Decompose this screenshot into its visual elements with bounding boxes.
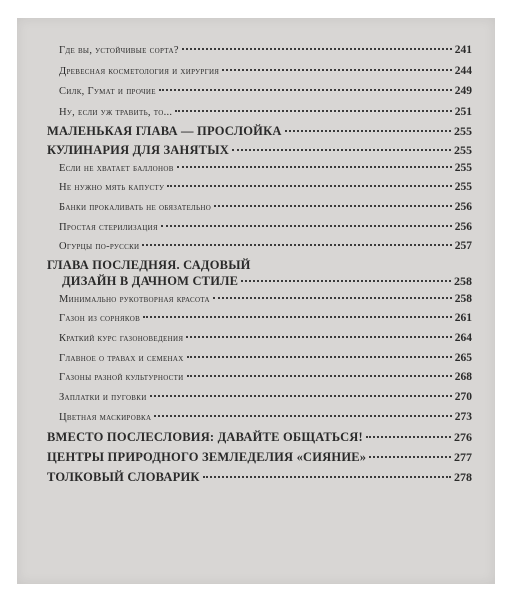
dot-leader <box>187 356 452 358</box>
toc-chapter <box>17 274 495 289</box>
toc-chapter-title: ТОЛКОВЫЙ СЛОВАРИК <box>47 470 200 484</box>
dot-leader <box>213 297 452 299</box>
toc-entry-title: Не нужно мять капусту <box>59 182 165 193</box>
toc-entry <box>17 312 495 324</box>
toc-entry-page: 255 <box>454 181 472 193</box>
toc-chapter <box>17 450 495 465</box>
toc-entry-title: Древесная косметология и хирургия <box>59 66 220 77</box>
toc-entry-page: 249 <box>454 85 472 97</box>
toc-entry-page: 244 <box>454 65 472 77</box>
toc-entry <box>17 85 495 97</box>
dot-leader <box>214 205 452 207</box>
toc-entry <box>17 332 495 344</box>
toc-entry-page: 255 <box>454 162 472 174</box>
toc-entry <box>17 44 495 56</box>
toc-chapter-title: ВМЕСТО ПОСЛЕСЛОВИЯ: ДАВАЙТЕ ОБЩАТЬСЯ! <box>47 430 363 444</box>
toc-entry-page: 276 <box>454 430 472 444</box>
toc-entry-title: Цветная маскировка <box>59 412 152 423</box>
toc-chapter-title-line2: ДИЗАЙН В ДАЧНОМ СТИЛЕ <box>62 274 239 288</box>
toc-entry <box>17 293 495 305</box>
toc-entry-page: 256 <box>454 221 472 233</box>
toc-entry-title: Банки прокаливать не обязательно <box>59 202 212 213</box>
toc-entry-title: Заплатки и пуговки <box>59 392 147 403</box>
toc-entry-page: 255 <box>454 124 472 138</box>
toc-entry-page: 264 <box>454 332 472 344</box>
toc-entry <box>17 106 495 118</box>
toc-entry <box>17 352 495 364</box>
dot-leader <box>232 149 451 151</box>
toc-entry <box>17 162 495 174</box>
toc-entry-title: Минимально рукотворная красота <box>59 294 210 305</box>
toc-entry-title: Простая стерилизация <box>59 222 158 233</box>
toc-entry-title: Главное о травах и семенах <box>59 353 184 364</box>
dot-leader <box>285 130 451 132</box>
toc-entry-title: Газоны разной культурности <box>59 372 184 383</box>
dot-leader <box>241 280 451 282</box>
toc-entry <box>17 65 495 77</box>
dot-leader <box>159 89 452 91</box>
toc-chapter-title: КУЛИНАРИЯ ДЛЯ ЗАНЯТЫХ <box>47 143 229 157</box>
toc-entry-page: 278 <box>454 470 472 484</box>
toc-entry <box>17 201 495 213</box>
toc-entry-title: Если не хватает баллонов <box>59 163 174 174</box>
toc-chapter-title: ЦЕНТРЫ ПРИРОДНОГО ЗЕМЛЕДЕЛИЯ «СИЯНИЕ» <box>47 450 367 464</box>
toc-entry-page: 265 <box>454 352 472 364</box>
toc-entry <box>17 181 495 193</box>
dot-leader <box>182 48 452 50</box>
dot-leader <box>175 110 451 112</box>
toc-entry-page: 258 <box>454 293 472 305</box>
dot-leader <box>154 415 451 417</box>
dot-leader <box>203 476 451 478</box>
toc-entry-title: Огурцы по-русски <box>59 241 140 252</box>
dot-leader <box>167 185 451 187</box>
toc-entry-title: Ну, если уж травить, то... <box>59 107 173 118</box>
dot-leader <box>177 166 452 168</box>
toc-entry-title: Газон из сорняков <box>59 313 141 324</box>
toc-entry <box>17 411 495 423</box>
toc-entry-page: 256 <box>454 201 472 213</box>
dot-leader <box>187 375 452 377</box>
toc-entry-page: 258 <box>454 274 472 288</box>
dot-leader <box>369 456 451 458</box>
toc-entry-title: Краткий курс газоноведения <box>59 333 184 344</box>
toc-entry <box>17 221 495 233</box>
dot-leader <box>186 336 451 338</box>
toc-entry-page: 255 <box>454 143 472 157</box>
toc-chapter <box>17 470 495 485</box>
toc-entry-page: 241 <box>454 44 472 56</box>
toc-entry-title: Силк, Гумат и прочие <box>59 86 156 97</box>
toc-entry-page: 270 <box>454 391 472 403</box>
toc-entry-page: 268 <box>454 371 472 383</box>
toc-chapter-title: МАЛЕНЬКАЯ ГЛАВА — ПРОСЛОЙКА <box>47 124 282 138</box>
toc-chapter <box>17 143 495 158</box>
toc-chapter-title-line1: ГЛАВА ПОСЛЕДНЯЯ. САДОВЫЙ <box>47 258 251 272</box>
toc-entry-page: 251 <box>454 106 472 118</box>
toc-entry-page: 261 <box>454 312 472 324</box>
toc-entry <box>17 391 495 403</box>
table-of-contents <box>17 18 495 584</box>
dot-leader <box>222 69 451 71</box>
book-page <box>17 18 495 584</box>
toc-entry <box>17 371 495 383</box>
dot-leader <box>366 436 451 438</box>
dot-leader <box>150 395 452 397</box>
dot-leader <box>161 225 452 227</box>
toc-entry-page: 277 <box>454 450 472 464</box>
toc-entry-title: Где вы, устойчивые сорта? <box>59 45 179 56</box>
toc-entry-page: 257 <box>454 240 472 252</box>
toc-chapter <box>17 124 495 139</box>
toc-entry-page: 273 <box>454 411 472 423</box>
toc-chapter <box>17 430 495 445</box>
dot-leader <box>142 244 451 246</box>
dot-leader <box>143 316 452 318</box>
toc-entry <box>17 240 495 252</box>
